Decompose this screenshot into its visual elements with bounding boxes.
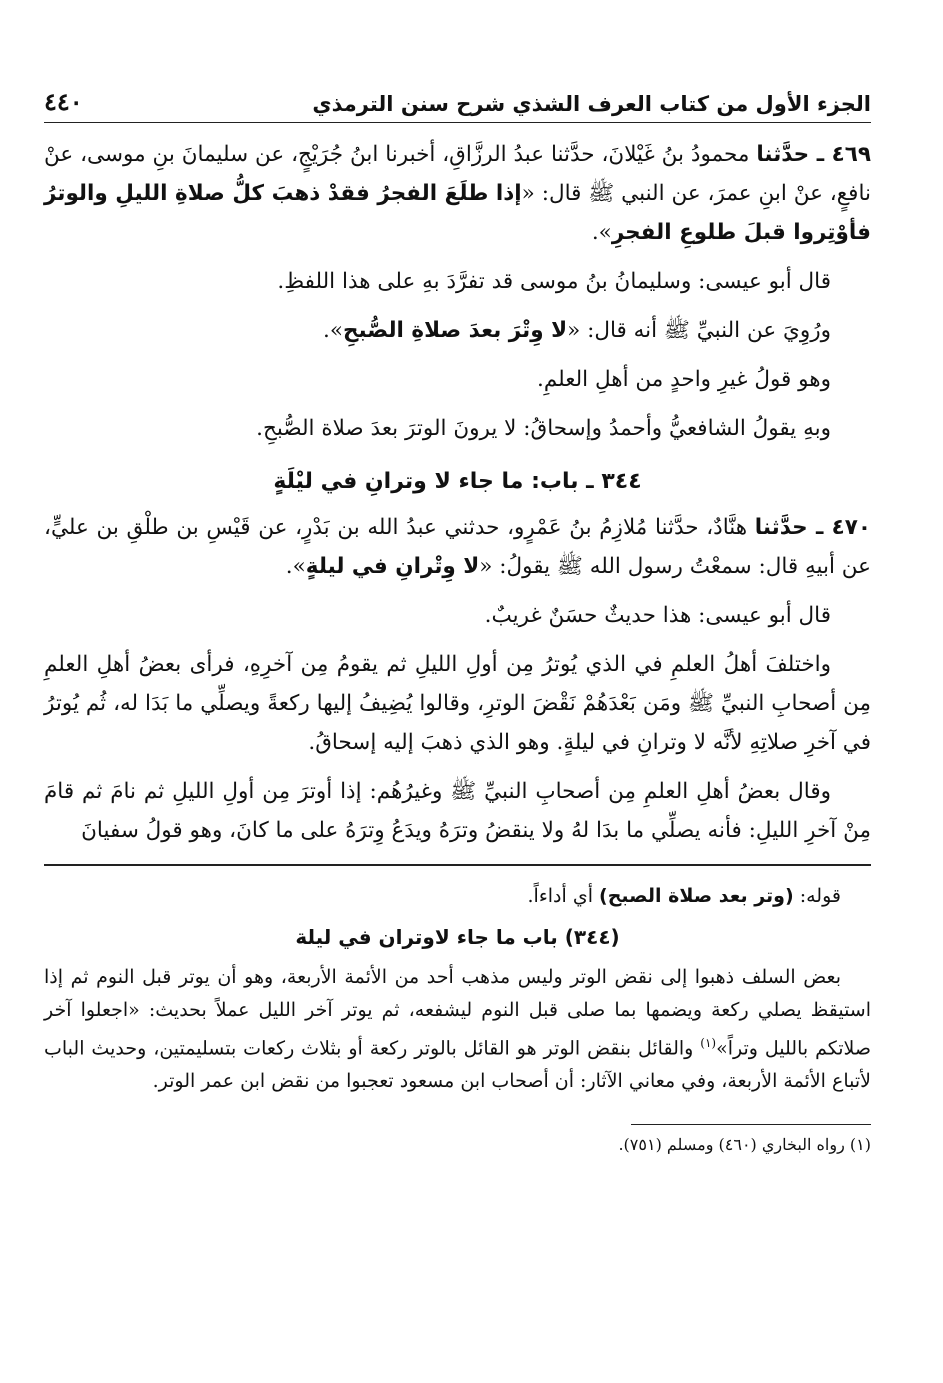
commentary-text-a: بعض السلف ذهبوا إلى نقض الوتر وليس مذهب أحد من الأئمة الأربعة، وهو أن يوتر قبل النوم ثم إذا استيقظ يصلي ركعة ويضمها بما صلى قبل النوم ليشفعه، ثم يوتر آخر الليل عملاً بحديث: «اجعلوا آخر صلاتكم بالليل وتراً» [44,966,872,1060]
commentary-label: قوله: [793,885,841,907]
hadith-470-end: ». [285,554,306,579]
commentary-heading: (٣٤٤) باب ما جاء لاوتران في ليلة [295,925,620,949]
page-number: ٤٤٠ [44,87,83,116]
hadith-470-text: هنَّادٌ، حدَّثنا مُلازِمُ بنُ عَمْرٍو، حدثني عبدُ الله بن بَدْرٍ، عن قَيْسِ بن طلْقِ بن عليٍّ، عن أبيهِ قال: سمعْتُ رسول الله ﷺ يقولُ: « [44,515,871,579]
paragraph-2-quote: لا وِتْرَ بعدَ صلاةِ الصُّبحِ [343,318,568,343]
hadith-469 [44,135,871,252]
hadith-469-text: محمودُ بنُ غَيْلانَ، حدَّثنا عبدُ الرزَّاقِ، أخبرنا ابنُ جُرَيْجٍ، عن سليمانَ بنِ موسى، عنْ نافعٍ، عنْ ابنِ عمرَ، عن النبي ﷺ قال: « [44,142,871,206]
commentary [44,880,871,1098]
commentary-paragraph [44,961,871,1098]
footnote-rule [631,1124,871,1125]
paragraph-3: وهو قولُ غيرِ واحدٍ من أهلِ العلمِ. [537,367,831,392]
paragraph-6: واختلفَ أهلُ العلمِ في الذي يُوترُ مِن أولِ الليلِ ثم يقومُ مِن آخرِهِ، فرأى بعضُ أهلِ العلمِ مِن أصحابِ النبيِّ ﷺ ومَن بَعْدَهُمْ نَقْضَ الوترِ، وقالوا يُضِيفُ إليها ركعةً ويصلِّي ما بَدَا له، ثُم يُوترُ في آخرِ صلاتِهِ لأنَّه لا وترانِ في ليلةٍ. وهو الذي ذهبَ إليه إسحاقُ. [44,652,871,755]
hadith-470-quote: لا وِتْرانِ في ليلةٍ [305,554,480,579]
header-rule [44,122,871,123]
running-title: الجزء الأول من كتاب العرف الشذي شرح سنن الترمذي [312,92,871,116]
hadith-470 [44,508,871,586]
page-header [44,70,871,116]
hadith-469-quote: إذا طلَعَ الفجرُ فقدْ ذهبَ كلُّ صلاةِ الليلِ والوترُ فأوْتِروا قبلَ طلوعِ الفجرِ [44,181,871,245]
paragraph-4: وبهِ يقولُ الشافعيُّ وأحمدُ وإسحاقُ: لا يرونَ الوترَ بعدَ صلاة الصُّبحِ. [256,416,831,441]
paragraph-2 [44,311,871,350]
commentary-line-1 [44,880,871,913]
commentary-divider [44,864,871,866]
footnote-marker: (١) [700,1036,717,1050]
hadith-469-lead: ٤٦٩ ـ حدَّثنا [756,142,872,167]
paragraph-5: قال أبو عيسى: هذا حديثٌ حسَنٌ غريبٌ. [484,603,831,628]
hadith-469-end: ». [591,220,612,245]
commentary-text-b: والقائل بنقض الوتر هو القائل بالوتر ركعة أو بثلاث ركعات بتسليمتين، وحديث الباب لأتباع الأئمة الأربعة، وفي معاني الآثار: أن أصحاب ابن مسعود تعجبوا من نقض ابن عمر الوتر. [44,1037,871,1093]
commentary-gloss: أي أداءاً. [527,885,600,907]
paragraph-2-end: ». [323,318,343,343]
paragraph-2-text: ورُوِيَ عن النبيِّ ﷺ أنه قال: « [567,318,831,343]
paragraph-1: قال أبو عيسى: وسليمانُ بنُ موسى قد تفرَّدَ بهِ على هذا اللفظِ. [277,269,831,294]
commentary-quote: (وتر بعد صلاة الصبح) [599,885,794,907]
hadith-470-lead: ٤٧٠ ـ حدَّثنا [754,515,872,540]
main-text [44,135,871,850]
footnote: (١) رواه البخاري (٤٦٠) ومسلم (٧٥١). [618,1135,871,1155]
chapter-heading-344: ٣٤٤ ـ باب: ما جاء لا وترانِ في ليْلَةٍ [273,469,642,494]
paragraph-7: وقال بعضُ أهلِ العلمِ مِن أصحابِ النبيِّ ﷺ وغيرُهُم: إذا أوترَ مِن أولِ الليلِ ثم نامَ ثم قامَ مِنْ آخرِ الليلِ: فأنه يصلِّي ما بدَا لهُ ولا ينقضُ وترَهُ ويدَعُ وِترَهُ على ما كانَ، وهو قولُ سفيانَ [44,779,871,843]
